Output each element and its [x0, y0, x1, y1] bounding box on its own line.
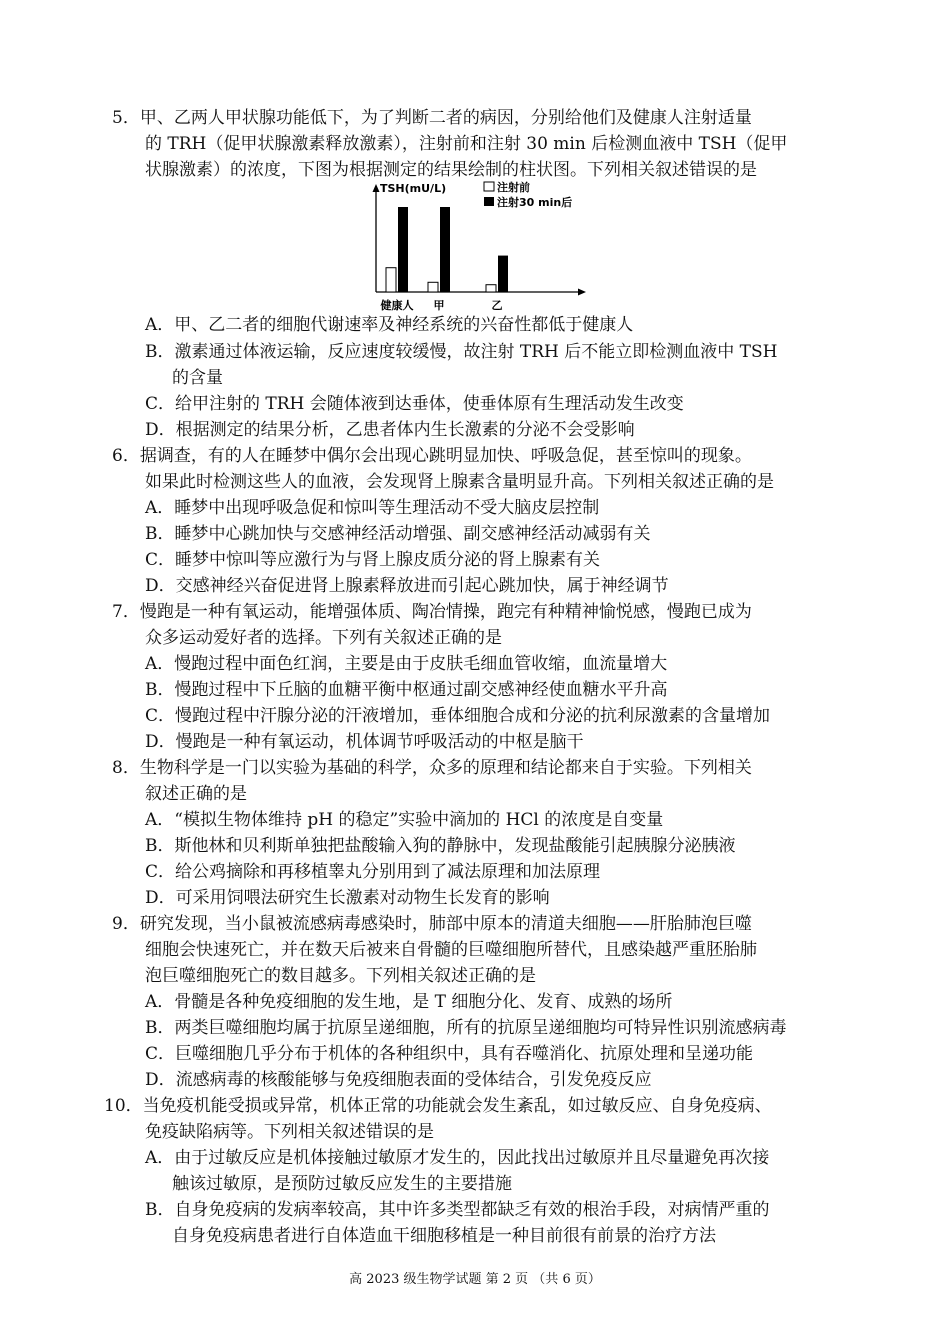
q8-option-c: C．给公鸡摘除和再移植睾丸分别用到了减法原理和加法原理 — [145, 862, 601, 882]
q8-line-2: 叙述正确的是 — [145, 784, 247, 804]
y-axis-label: TSH(mU/L) — [380, 182, 447, 195]
q5-line-2: 的 TRH（促甲状腺激素释放激素），注射前和注射 30 min 后检测血液中 TSH（促甲 — [145, 134, 788, 154]
bars-group — [386, 207, 508, 292]
q5-line-3: 状腺激素）的浓度，下图为根据测定的结果绘制的柱状图。下列相关叙述错误的是 — [145, 160, 757, 180]
q5-option-a: A．甲、乙二者的细胞代谢速率及神经系统的兴奋性都低于健康人 — [145, 315, 634, 335]
q5-line-1: 5．甲、乙两人甲状腺功能低下，为了判断二者的病因，分别给他们及健康人注射适量 — [112, 108, 752, 128]
q10-option-b-cont: 自身免疫病患者进行自体造血干细胞移植是一种目前很有前景的治疗方法 — [172, 1226, 716, 1246]
q10-line-2: 免疫缺陷病等。下列相关叙述错误的是 — [145, 1122, 434, 1142]
q9-option-a: A．骨髓是各种免疫细胞的发生地，是 T 细胞分化、发育、成熟的场所 — [145, 992, 673, 1012]
q6-option-b: B．睡梦中心跳加快与交感神经活动增强、副交感神经活动减弱有关 — [145, 524, 651, 544]
q9-option-d: D．流感病毒的核酸能够与免疫细胞表面的受体结合，引发免疫反应 — [145, 1070, 652, 1090]
bar-before-0 — [386, 268, 396, 292]
bar-after-1 — [440, 207, 450, 292]
q7-line-1: 7．慢跑是一种有氧运动，能增强体质、陶冶情操，跑完有种精神愉悦感，慢跑已成为 — [112, 602, 752, 622]
q8-option-b: B．斯他林和贝利斯单独把盐酸输入狗的静脉中，发现盐酸能引起胰腺分泌胰液 — [145, 836, 736, 856]
x-tick-labels — [380, 298, 503, 312]
q10-option-a: A．由于过敏反应是机体接触过敏原才发生的，因此找出过敏原并且尽量避免再次接 — [145, 1148, 770, 1168]
q9-line-1: 9．研究发现，当小鼠被流感病毒感染时，肺部中原本的清道夫细胞——肝胎肺泡巨噬 — [112, 914, 752, 934]
page-footer: 高 2023 级生物学试题 第 2 页 （共 6 页） — [349, 1272, 601, 1287]
bar-before-1 — [428, 282, 438, 292]
q7-line-2: 众多运动爱好者的选择。下列有关叙述正确的是 — [145, 628, 502, 648]
x-tick-label-2: 乙 — [491, 299, 503, 312]
q10-line-1: 10．当免疫机能受损或异常，机体正常的功能就会发生紊乱，如过敏反应、自身免疫病、 — [104, 1096, 772, 1116]
q6-option-d: D．交感神经兴奋促进肾上腺素释放进而引起心跳加快，属于神经调节 — [145, 576, 669, 596]
q8-line-1: 8．生物科学是一门以实验为基础的科学，众多的原理和结论都来自于实验。下列相关 — [112, 758, 752, 778]
q6-line-2: 如果此时检测这些人的血液，会发现肾上腺素含量明显升高。下列相关叙述正确的是 — [145, 472, 774, 492]
bar-before-2 — [486, 285, 496, 292]
bar-after-0 — [398, 207, 408, 292]
y-axis-arrow — [373, 184, 380, 192]
q9-option-c: C．巨噬细胞几乎分布于机体的各种组织中，具有吞噬消化、抗原处理和呈递功能 — [145, 1044, 754, 1064]
q5-option-b-cont: 的含量 — [172, 368, 223, 388]
x-axis-arrow — [578, 289, 586, 296]
q5-option-b: B．激素通过体液运输，反应速度较缓慢，故注射 TRH 后不能立即检测血液中 TSH — [145, 342, 778, 362]
q9-line-2: 细胞会快速死亡，并在数天后被来自骨髓的巨噬细胞所替代，且感染越严重胚胎肺 — [145, 940, 757, 960]
q7-option-c: C．慢跑过程中汗腺分泌的汗液增加，垂体细胞合成和分泌的抗利尿激素的含量增加 — [145, 706, 771, 726]
bar-after-2 — [498, 256, 508, 292]
q6-option-a: A．睡梦中出现呼吸急促和惊叫等生理活动不受大脑皮层控制 — [145, 498, 600, 518]
q5-option-c: C．给甲注射的 TRH 会随体液到达垂体，使垂体原有生理活动发生改变 — [145, 394, 684, 414]
q5-option-d: D．根据测定的结果分析，乙患者体内生长激素的分泌不会受影响 — [145, 420, 635, 440]
legend-label-after: 注射30 min后 — [497, 196, 573, 209]
tsh-bar-chart — [360, 180, 600, 312]
x-tick-label-0: 健康人 — [380, 299, 414, 312]
q8-option-d: D．可采用饲喂法研究生长激素对动物生长发育的影响 — [145, 888, 550, 908]
q6-line-1: 6．据调查，有的人在睡梦中偶尔会出现心跳明显加快、呼吸急促，甚至惊叫的现象。 — [112, 446, 752, 466]
q7-option-a: A．慢跑过程中面色红润，主要是由于皮肤毛细血管收缩，血流量增大 — [145, 654, 668, 674]
q7-option-b: B．慢跑过程中下丘脑的血糖平衡中枢通过副交感神经使血糖水平升高 — [145, 680, 668, 700]
q6-option-c: C．睡梦中惊叫等应激行为与肾上腺皮质分泌的肾上腺素有关 — [145, 550, 601, 570]
legend-swatch-before — [484, 182, 494, 191]
q10-option-b: B．自身免疫病的发病率较高，其中许多类型都缺乏有效的根治手段，对病情严重的 — [145, 1200, 770, 1220]
q9-option-b: B．两类巨噬细胞均属于抗原呈递细胞，所有的抗原呈递细胞均可特异性识别流感病毒 — [145, 1018, 787, 1038]
q8-option-a: A．“模拟生物体维持 pH 的稳定”实验中滴加的 HCl 的浓度是自变量 — [145, 810, 664, 830]
q7-option-d: D．慢跑是一种有氧运动，机体调节呼吸活动的中枢是脑干 — [145, 732, 584, 752]
legend-label-before: 注射前 — [497, 181, 530, 194]
x-tick-label-1: 甲 — [433, 299, 445, 312]
q9-line-3: 泡巨噬细胞死亡的数目越多。下列相关叙述正确的是 — [145, 966, 536, 986]
legend-swatch-after — [484, 197, 494, 206]
q10-option-a-cont: 触该过敏原，是预防过敏反应发生的主要措施 — [172, 1174, 512, 1194]
